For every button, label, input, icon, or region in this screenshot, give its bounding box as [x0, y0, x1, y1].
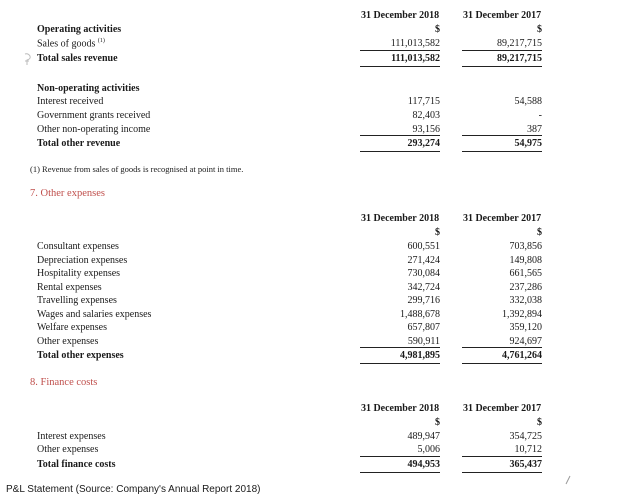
expense-row-2018: 342,724 [407, 282, 440, 293]
total-finance-costs-label: Total finance costs [37, 459, 116, 470]
col-header-2018: 31 December 2018 [360, 10, 440, 21]
expense-row-2018: 600,551 [407, 241, 440, 252]
expense-row-label: Rental expenses [37, 282, 102, 293]
revenue-row-2018: 93,156 [412, 124, 440, 135]
expense-row-2018: 1,488,678 [400, 309, 440, 320]
expense-row-2017: 332,038 [509, 295, 542, 306]
rule [360, 347, 440, 348]
expense-row-label: Depreciation expenses [37, 255, 128, 266]
expense-row-2018: 590,911 [407, 336, 440, 347]
expense-row-label: Wages and salaries expenses [37, 309, 152, 320]
total-other-expenses-2018: 4,981,895 [400, 350, 440, 361]
resize-mark-icon [564, 475, 572, 485]
sales-2018: 111,013,582 [390, 38, 440, 49]
revenue-row-label: Government grants received [37, 110, 151, 121]
col-header-2018: 31 December 2018 [360, 403, 440, 414]
rule [462, 363, 542, 364]
expense-row-2017: 1,392,894 [502, 309, 542, 320]
expense-row-2017: 237,286 [509, 282, 542, 293]
col-header-2018: 31 December 2018 [360, 213, 440, 224]
finance-row-label: Other expenses [37, 444, 99, 455]
revenue-row-2017: 387 [527, 124, 542, 135]
rule [360, 50, 440, 51]
expense-row-label: Welfare expenses [37, 322, 107, 333]
total-sales-label: Total sales revenue [37, 53, 118, 64]
footnote: (1) Revenue from sales of goods is recognised at point in time. [30, 164, 244, 174]
total-other-revenue-2017: 54,975 [514, 138, 542, 149]
currency-2018: $ [435, 417, 440, 428]
rule [462, 347, 542, 348]
expense-row-2017: 661,565 [509, 268, 542, 279]
expense-row-2018: 730,084 [407, 268, 440, 279]
col-header-2017: 31 December 2017 [462, 213, 542, 224]
col-header-2017: 31 December 2017 [462, 403, 542, 414]
footnote-marker: (1) [97, 38, 105, 44]
sales-label: Sales of goods $^{(1)}$ [37, 38, 105, 50]
currency-2017: $ [537, 227, 542, 238]
currency-2018: $ [435, 227, 440, 238]
total-finance-costs-2018: 494,953 [407, 459, 440, 470]
expense-row-2017: 703,856 [509, 241, 542, 252]
nonop-heading: Non-operating activities [37, 83, 140, 94]
rule [360, 66, 440, 67]
operating-heading: Operating activities [37, 24, 122, 35]
revenue-row-2018: 82,403 [412, 110, 440, 121]
rule [360, 363, 440, 364]
finance-row-2017: 10,712 [514, 444, 542, 455]
rule [360, 135, 440, 136]
expense-row-label: Hospitality expenses [37, 268, 121, 279]
rule [360, 472, 440, 473]
col-header-2017: 31 December 2017 [462, 10, 542, 21]
finance-row-2018: 489,947 [407, 431, 440, 442]
expense-row-2017: 359,120 [509, 322, 542, 333]
rule [462, 135, 542, 136]
total-sales-2018: 111,013,582 [391, 53, 440, 64]
expense-row-label: Travelling expenses [37, 295, 117, 306]
revenue-row-2017: - [538, 110, 542, 121]
total-other-revenue-2018: 293,274 [407, 138, 440, 149]
finance-row-label: Interest expenses [37, 431, 106, 442]
rule [462, 66, 542, 67]
currency-2017: $ [537, 24, 542, 35]
revenue-row-2017: 54,588 [514, 96, 542, 107]
expense-row-2018: 657,807 [407, 322, 440, 333]
expense-row-2018: 299,716 [407, 295, 440, 306]
rule [462, 472, 542, 473]
revenue-row-label: Other non-operating income [37, 124, 151, 135]
expense-row-2018: 271,424 [407, 255, 440, 266]
currency-2018: $ [435, 24, 440, 35]
revenue-row-2018: 117,715 [407, 96, 440, 107]
expense-row-label: Other expenses [37, 336, 99, 347]
figure-caption: P&L Statement (Source: Company's Annual Report 2018) [6, 484, 261, 495]
revenue-row-label: Interest received [37, 96, 104, 107]
expense-row-label: Consultant expenses [37, 241, 119, 252]
finance-row-2017: 354,725 [509, 431, 542, 442]
section-title-other-expenses: 7. Other expenses [30, 188, 105, 199]
section-title-finance-costs: 8. Finance costs [30, 377, 98, 388]
rule [462, 50, 542, 51]
total-other-revenue-label: Total other revenue [37, 138, 121, 149]
total-other-expenses-label: Total other expenses [37, 350, 124, 361]
finance-row-2018: 5,006 [417, 444, 440, 455]
rule [360, 151, 440, 152]
rule [462, 151, 542, 152]
rule [462, 456, 542, 457]
total-finance-costs-2017: 365,437 [509, 459, 542, 470]
expense-row-2017: 924,697 [509, 336, 542, 347]
rule [360, 456, 440, 457]
total-other-expenses-2017: 4,761,264 [502, 350, 542, 361]
expense-row-2017: 149,808 [509, 255, 542, 266]
sales-2017: 89,217,715 [497, 38, 542, 49]
paragraph-mark-icon [22, 52, 34, 66]
currency-2017: $ [537, 417, 542, 428]
total-sales-2017: 89,217,715 [497, 53, 542, 64]
